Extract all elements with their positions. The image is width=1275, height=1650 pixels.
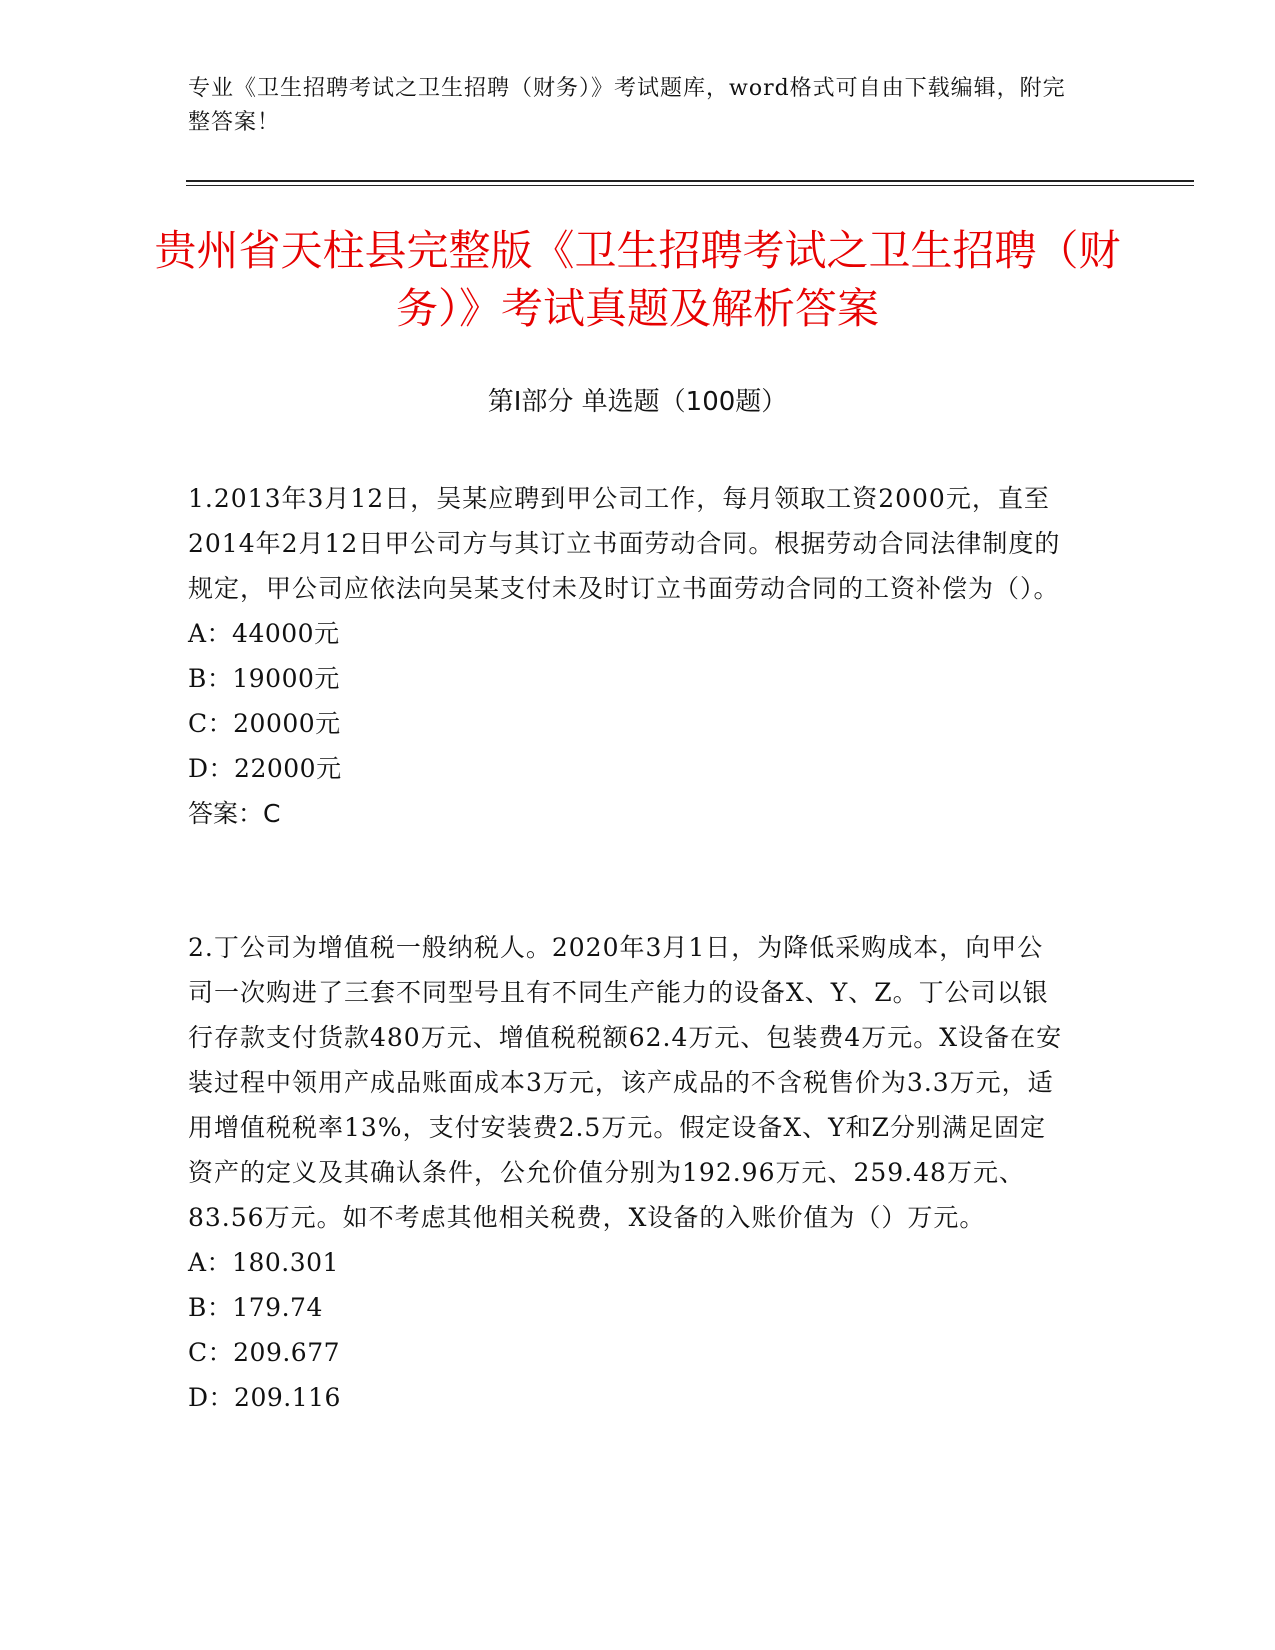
option-d: D：22000元: [188, 754, 342, 783]
question-1: [188, 476, 1068, 836]
option-c: C：209.677: [188, 1338, 341, 1367]
option-d: D：209.116: [188, 1383, 341, 1412]
question-stem: 2.丁公司为增值税一般纳税人。2020年3月1日，为降低采购成本，向甲公司一次购进了三套不同型号且有不同生产能力的设备X、Y、Z。丁公司以银行存款支付货款480万元、增值税税额62.4万元、包装费4万元。X设备在安装过程中领用产成品账面成本3万元，该产成品的不含税售价为3.3万元，适用增值税税率13%，支付安装费2.5万元。假定设备X、Y和Z分别满足固定资产的定义及其确认条件，公允价值分别为192.96万元、259.48万元、83.56万元。如不考虑其他相关税费，X设备的入账价值为（）万元。: [188, 933, 1063, 1232]
document-title: 贵州省天柱县完整版《卫生招聘考试之卫生招聘（财务）》考试真题及解析答案: [154, 226, 1121, 333]
question-2: [188, 925, 1068, 1420]
option-a: A：180.301: [188, 1248, 339, 1277]
section-heading: 第Ⅰ部分 单选题（100题）: [487, 387, 788, 417]
option-c: C：20000元: [188, 709, 341, 738]
question-stem: 1.2013年3月12日，吴某应聘到甲公司工作，每月领取工资2000元，直至2014年2月12日甲公司方与其订立书面劳动合同。根据劳动合同法律制度的规定，甲公司应依法向吴某支付未及时订立书面劳动合同的工资补偿为（）。: [188, 484, 1061, 603]
option-a: A：44000元: [188, 619, 340, 648]
header-note: 专业《卫生招聘考试之卫生招聘（财务）》考试题库，word格式可自由下载编辑，附完整答案！: [188, 76, 1066, 135]
header-divider: [186, 180, 1194, 182]
option-b: B：179.74: [188, 1293, 323, 1322]
option-b: B：19000元: [188, 664, 340, 693]
answer-line: 答案：C: [188, 799, 281, 828]
header-divider-thin: [186, 185, 1194, 186]
